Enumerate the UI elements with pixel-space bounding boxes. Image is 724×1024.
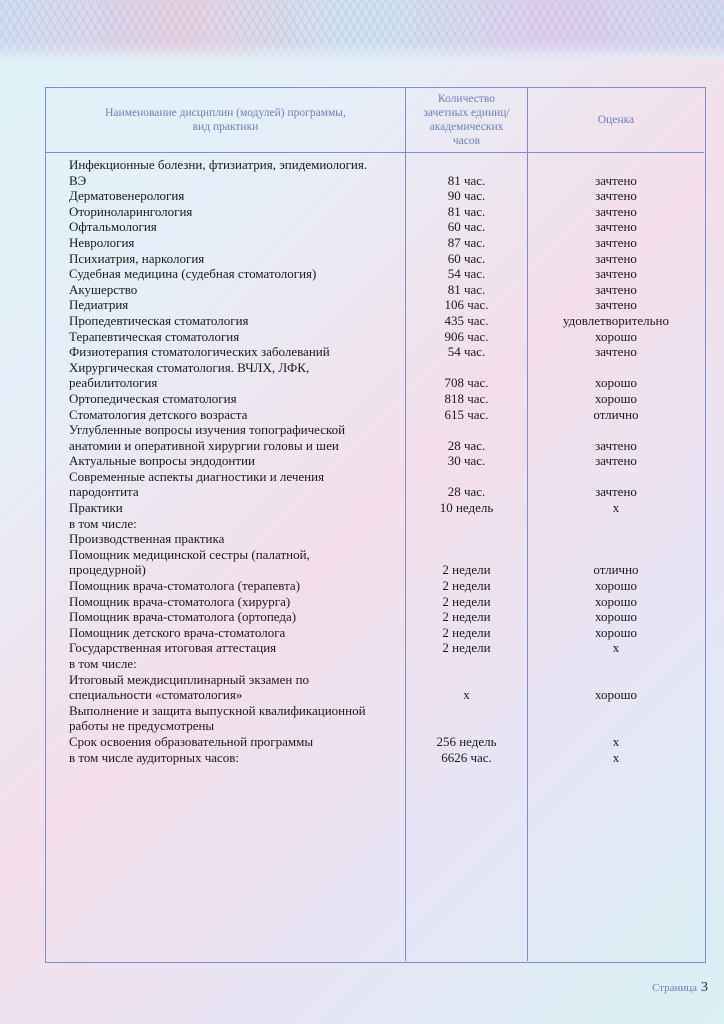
discipline-name: Государственная итоговая аттестация <box>69 640 277 656</box>
hours-cell: 435 час. <box>444 312 489 328</box>
grade-cell: зачтено <box>595 484 637 500</box>
grade-cell: зачтено <box>595 172 637 188</box>
discipline-name: Помощник врача-стоматолога (ортопеда) <box>69 609 297 625</box>
page-footer <box>652 980 708 996</box>
table-row <box>0 251 724 267</box>
table-row <box>0 625 724 641</box>
discipline-name: Современные аспекты диагностики и лечения <box>69 468 325 484</box>
header-line: часов <box>452 135 481 147</box>
discipline-name: Помощник врача-стоматолога (хирурга) <box>69 593 291 609</box>
table-row <box>0 422 724 438</box>
discipline-name: Физиотерапия стоматологических заболеваний <box>69 344 330 360</box>
discipline-name: Акушерство <box>69 281 138 297</box>
grade-cell: хорошо <box>594 687 637 703</box>
table-row <box>0 204 724 220</box>
table-row <box>0 484 724 500</box>
table-row <box>0 609 724 625</box>
grade-cell: отлично <box>593 406 639 422</box>
discipline-name: Углубленные вопросы изучения топографической <box>69 422 346 438</box>
header-line: академических <box>429 121 504 133</box>
hours-cell: 2 недели <box>442 624 491 640</box>
table-row <box>0 235 724 251</box>
grade-cell: зачтено <box>595 344 637 360</box>
discipline-name: Помощник медицинской сестры (палатной, <box>69 546 310 562</box>
discipline-name: ВЭ <box>69 172 87 188</box>
hours-cell: 2 недели <box>442 593 491 609</box>
grade-cell: хорошо <box>594 390 637 406</box>
discipline-name: в том числе аудиторных часов: <box>69 749 240 765</box>
hours-cell: 54 час. <box>447 344 486 360</box>
discipline-name: Актуальные вопросы эндодонтии <box>69 453 255 469</box>
discipline-name: Терапевтическая стоматология <box>69 328 240 344</box>
header-grade <box>528 90 704 150</box>
discipline-name: в том числе: <box>69 656 137 671</box>
grade-cell: х <box>612 500 620 516</box>
hours-cell: 87 час. <box>447 234 486 250</box>
grade-cell: зачтено <box>595 203 637 219</box>
header-line: Количество <box>437 93 495 105</box>
table-row <box>0 157 724 173</box>
table-row <box>0 734 724 750</box>
guilloche-border <box>0 0 724 60</box>
header-hours <box>406 90 527 150</box>
table-row <box>0 672 724 688</box>
header-line: Наименование дисциплин (модулей) программы, <box>105 107 346 119</box>
header-line: зачетных единиц/ <box>423 107 510 119</box>
hours-cell: 256 недель <box>436 733 497 749</box>
hours-cell: 81 час. <box>447 203 486 219</box>
hours-cell: 818 час. <box>444 390 489 406</box>
grade-cell: зачтено <box>595 437 637 453</box>
discipline-name: работы не предусмотрены <box>69 718 215 734</box>
discipline-name: Инфекционные болезни, фтизиатрия, эпидемиология. <box>69 157 368 172</box>
header-line: Оценка <box>597 114 635 126</box>
table-row <box>0 718 724 734</box>
hours-cell: 60 час. <box>447 250 486 266</box>
grade-cell: зачтено <box>595 219 637 235</box>
discipline-name: пародонтита <box>69 484 139 500</box>
table-row <box>0 562 724 578</box>
discipline-name: Неврология <box>69 234 135 250</box>
grade-cell: отлично <box>593 562 639 578</box>
discipline-name: Оториноларингология <box>69 203 193 219</box>
table-row <box>0 391 724 407</box>
header-divider <box>45 152 704 153</box>
hours-cell: 906 час. <box>444 328 489 344</box>
discipline-name: Практики <box>69 500 123 516</box>
hours-cell: 54 час. <box>447 266 486 282</box>
discipline-name: реабилитология <box>69 375 158 391</box>
hours-cell: 28 час. <box>447 484 486 500</box>
hours-cell: 30 час. <box>447 453 486 469</box>
table-row <box>0 640 724 656</box>
hours-cell: 6626 час. <box>441 749 492 765</box>
discipline-name: Психиатрия, наркология <box>69 250 205 266</box>
table-row <box>0 219 724 235</box>
table-row <box>0 656 724 672</box>
grade-cell: зачтено <box>595 266 637 282</box>
table-row <box>0 297 724 313</box>
table-row <box>0 375 724 391</box>
grade-cell: зачтено <box>595 250 637 266</box>
hours-cell: 2 недели <box>442 609 491 625</box>
discipline-table-body <box>0 157 724 765</box>
discipline-name: Производственная практика <box>69 531 225 547</box>
header-line: вид практики <box>192 121 259 133</box>
table-row <box>0 407 724 423</box>
grade-cell: зачтено <box>595 234 637 250</box>
grade-cell: зачтено <box>595 453 637 469</box>
page-label: Страница <box>651 982 697 994</box>
table-row <box>0 750 724 766</box>
hours-cell: 28 час. <box>447 437 486 453</box>
table-row <box>0 188 724 204</box>
table-row <box>0 531 724 547</box>
discipline-name: Педиатрия <box>69 297 129 313</box>
grade-cell: хорошо <box>594 328 637 344</box>
grade-cell: хорошо <box>594 375 637 391</box>
hours-cell: 2 недели <box>442 562 491 578</box>
table-row <box>0 578 724 594</box>
hours-cell: 90 час. <box>447 188 486 204</box>
discipline-name: в том числе: <box>69 515 137 531</box>
discipline-name: Ортопедическая стоматология <box>69 390 237 406</box>
table-row <box>0 547 724 563</box>
hours-cell: 81 час. <box>447 281 486 297</box>
discipline-name: процедурной) <box>69 562 146 578</box>
header-discipline <box>46 90 405 150</box>
hours-cell: 106 час. <box>444 297 489 313</box>
grade-cell: зачтено <box>595 188 637 204</box>
discipline-name: Выполнение и защита выпускной квалификационной <box>69 702 366 718</box>
table-row <box>0 594 724 610</box>
discipline-name: Помощник врача-стоматолога (терапевта) <box>69 578 301 594</box>
grade-cell: зачтено <box>595 297 637 313</box>
grade-cell: хорошо <box>594 609 637 625</box>
table-row <box>0 344 724 360</box>
page-number: 3 <box>701 980 708 995</box>
table-row <box>0 687 724 703</box>
discipline-name: анатомии и оперативной хирургии головы и шеи <box>69 437 339 453</box>
discipline-name: Срок освоения образовательной программы <box>69 733 314 749</box>
table-row <box>0 516 724 532</box>
discipline-name: Стоматология детского возраста <box>69 406 248 422</box>
table-row <box>0 453 724 469</box>
hours-cell: 10 недель <box>439 500 494 516</box>
table-row <box>0 329 724 345</box>
grade-cell: х <box>612 749 620 765</box>
discipline-name: Итоговый междисциплинарный экзамен по <box>69 671 310 687</box>
hours-cell: х <box>463 687 470 703</box>
hours-cell: 81 час. <box>447 172 486 188</box>
discipline-name: Помощник детского врача-стоматолога <box>69 624 286 640</box>
discipline-name: Пропедевтическая стоматология <box>69 312 249 328</box>
grade-cell: хорошо <box>594 624 637 640</box>
discipline-name: Хирургическая стоматология. ВЧЛХ, ЛФК, <box>69 359 310 375</box>
table-row <box>0 469 724 485</box>
grade-cell: хорошо <box>594 593 637 609</box>
hours-cell: 615 час. <box>444 406 489 422</box>
table-row <box>0 360 724 376</box>
discipline-name: специальности «стоматология» <box>69 687 243 703</box>
table-row <box>0 282 724 298</box>
grade-cell: зачтено <box>595 281 637 297</box>
grade-cell: хорошо <box>594 578 637 594</box>
grade-cell: х <box>612 640 620 656</box>
hours-cell: 2 недели <box>442 578 491 594</box>
table-row <box>0 266 724 282</box>
table-row <box>0 173 724 189</box>
table-row <box>0 313 724 329</box>
hours-cell: 708 час. <box>444 375 489 391</box>
discipline-name: Офтальмология <box>69 219 157 235</box>
hours-cell: 2 недели <box>442 640 491 656</box>
table-row <box>0 703 724 719</box>
table-row <box>0 500 724 516</box>
hours-cell: 60 час. <box>447 219 486 235</box>
discipline-name: Судебная медицина (судебная стоматология) <box>69 266 317 282</box>
discipline-name: Дерматовенерология <box>69 188 185 204</box>
table-row <box>0 438 724 454</box>
grade-cell: удовлетворительно <box>562 312 670 328</box>
grade-cell: х <box>612 733 620 749</box>
